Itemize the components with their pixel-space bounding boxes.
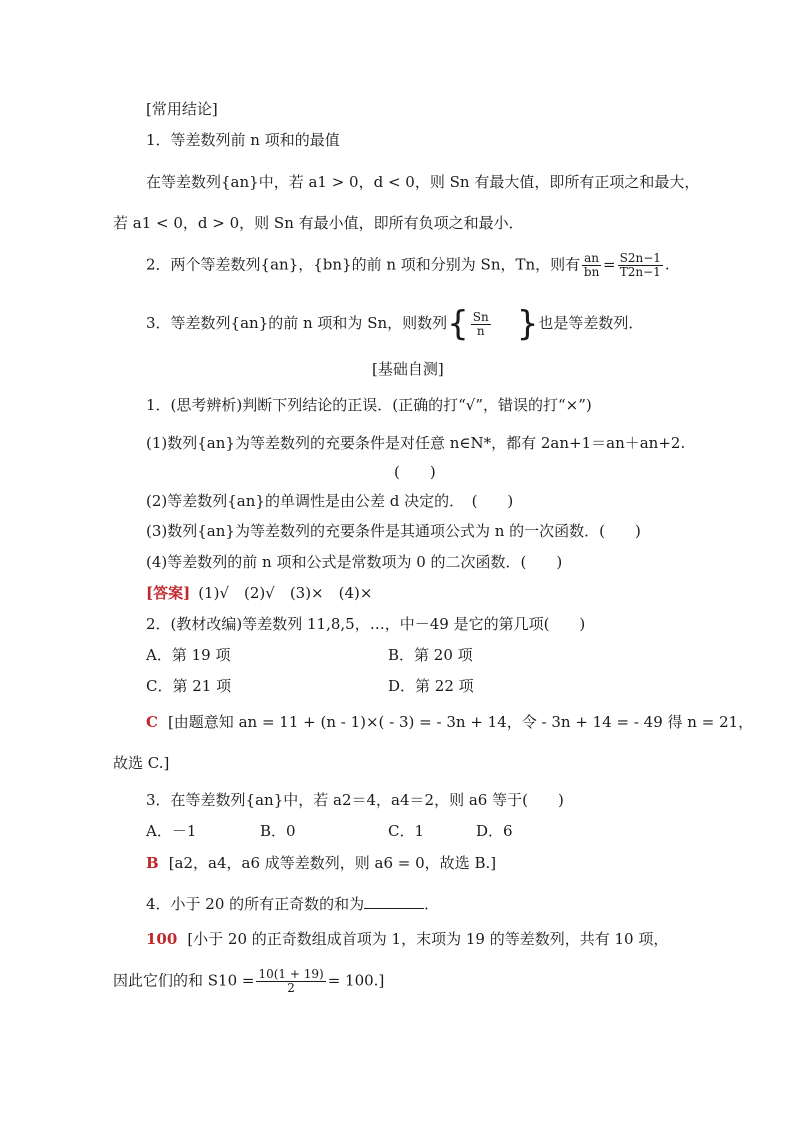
q1-item1: (1)数列{an}为等差数列的充要条件是对任意 n∈N*，都有 2an+1＝an＋an+2. xyxy=(146,434,686,452)
q3-option-c: C．1 xyxy=(388,822,425,840)
q4-answer-value: 100 xyxy=(146,930,178,948)
answer-blank xyxy=(364,894,424,909)
q4-title: 4．小于 20 的所有正奇数的和为 ． xyxy=(146,895,440,913)
q2-title: 2．(教材改编)等差数列 11,8,5，…，中－49 是它的第几项( ) xyxy=(146,615,586,633)
conclusions-heading: [常用结论] xyxy=(146,100,218,118)
left-brace-icon: { xyxy=(447,304,469,344)
q2-option-b: B．第 20 项 xyxy=(388,646,473,664)
q3-answer-letter: B xyxy=(146,854,159,872)
selftest-heading: [基础自测] xyxy=(372,360,444,378)
conclusion-1-line2: 若 a1 < 0，d > 0，则 Sn 有最小值，即所有负项之和最小． xyxy=(113,214,524,232)
sn-over-n-fraction: $\frac{Sn}{n}$ xyxy=(472,309,489,338)
q2-option-c: C．第 21 项 xyxy=(146,677,232,695)
q1-answer xyxy=(146,583,372,603)
q2-option-d: D．第 22 项 xyxy=(388,677,474,695)
ratio-fraction-left: $\frac{an}{bn}$ xyxy=(583,251,600,279)
conclusion-1-title: 1．等差数列前 n 项和的最值 xyxy=(146,131,340,149)
q2-option-a: A．第 19 项 xyxy=(146,646,231,664)
q3-title: 3．在等差数列{an}中，若 a2＝4，a4＝2，则 a6 等于( ) xyxy=(146,791,564,809)
q1-item4: (4)等差数列的前 n 项和公式是常数项为 0 的二次函数．( ) xyxy=(146,553,563,571)
q2-answer-letter: C xyxy=(146,713,158,731)
q3-option-a: A．－1 xyxy=(146,822,197,840)
q1-answer-text: (1)√ (2)√ (3)× (4)× xyxy=(198,584,373,602)
conclusion-3-text: 3．等差数列{an}的前 n 项和为 Sn，则数列 xyxy=(146,314,448,332)
conclusion-3: 3．等差数列{an}的前 n 项和为 Sn，则数列{ $\frac{Sn}{n}$ }也是等差数列． xyxy=(146,304,644,344)
q2-solution-line1: C [由题意知 an = 11 + (n - 1)×( - 3) = - 3n + 14，令 - 3n + 14 = - 49 得 n = 21， xyxy=(146,713,754,731)
conclusion-1-line1: 在等差数列{an}中，若 a1 > 0，d < 0，则 Sn 有最大值，即所有正项之和最大， xyxy=(146,173,700,191)
q3-solution: B [a2，a4，a6 成等差数列，则 a6 = 0，故选 B.] xyxy=(146,854,497,872)
right-brace-icon: } xyxy=(516,304,539,344)
q4-solution-line2: 因此它们的和 S10 = $\frac{10(1 + 19)}{2}$ = 100.] xyxy=(113,967,385,995)
q3-option-b: B．0 xyxy=(260,822,296,840)
q1-item2: (2)等差数列{an}的单调性是由公差 d 决定的． ( ) xyxy=(146,492,514,510)
ratio-fraction-right: $\frac{S2n-1}{T2n-1}$ xyxy=(619,251,661,279)
conclusion-2-text: 2．两个等差数列{an}，{bn}的前 n 项和分别为 Sn，Tn，则有 xyxy=(146,255,581,274)
q1-item3: (3)数列{an}为等差数列的充要条件是其通项公式为 n 的一次函数．( ) xyxy=(146,522,641,540)
q4-solution-line1: 100 [小于 20 的正奇数组成首项为 1，末项为 19 的等差数列，共有 10 项， xyxy=(146,930,669,948)
conclusion-2: 2．两个等差数列{an}，{bn}的前 n 项和分别为 Sn，Tn，则有 $\frac{an}{bn}$ = $\frac{S2n-1}{T2n-1}$ . xyxy=(146,251,670,279)
q1-item1-paren: ( ) xyxy=(394,463,436,481)
sum-fraction: $\frac{10(1 + 19)}{2}$ xyxy=(258,967,324,995)
answer-tag: [答案] xyxy=(146,584,191,602)
q1-title: 1．(思考辨析)判断下列结论的正误．(正确的打“√”，错误的打“×”) xyxy=(146,396,592,414)
q3-option-d: D．6 xyxy=(476,822,513,840)
q2-solution-line2: 故选 C.] xyxy=(113,754,170,772)
